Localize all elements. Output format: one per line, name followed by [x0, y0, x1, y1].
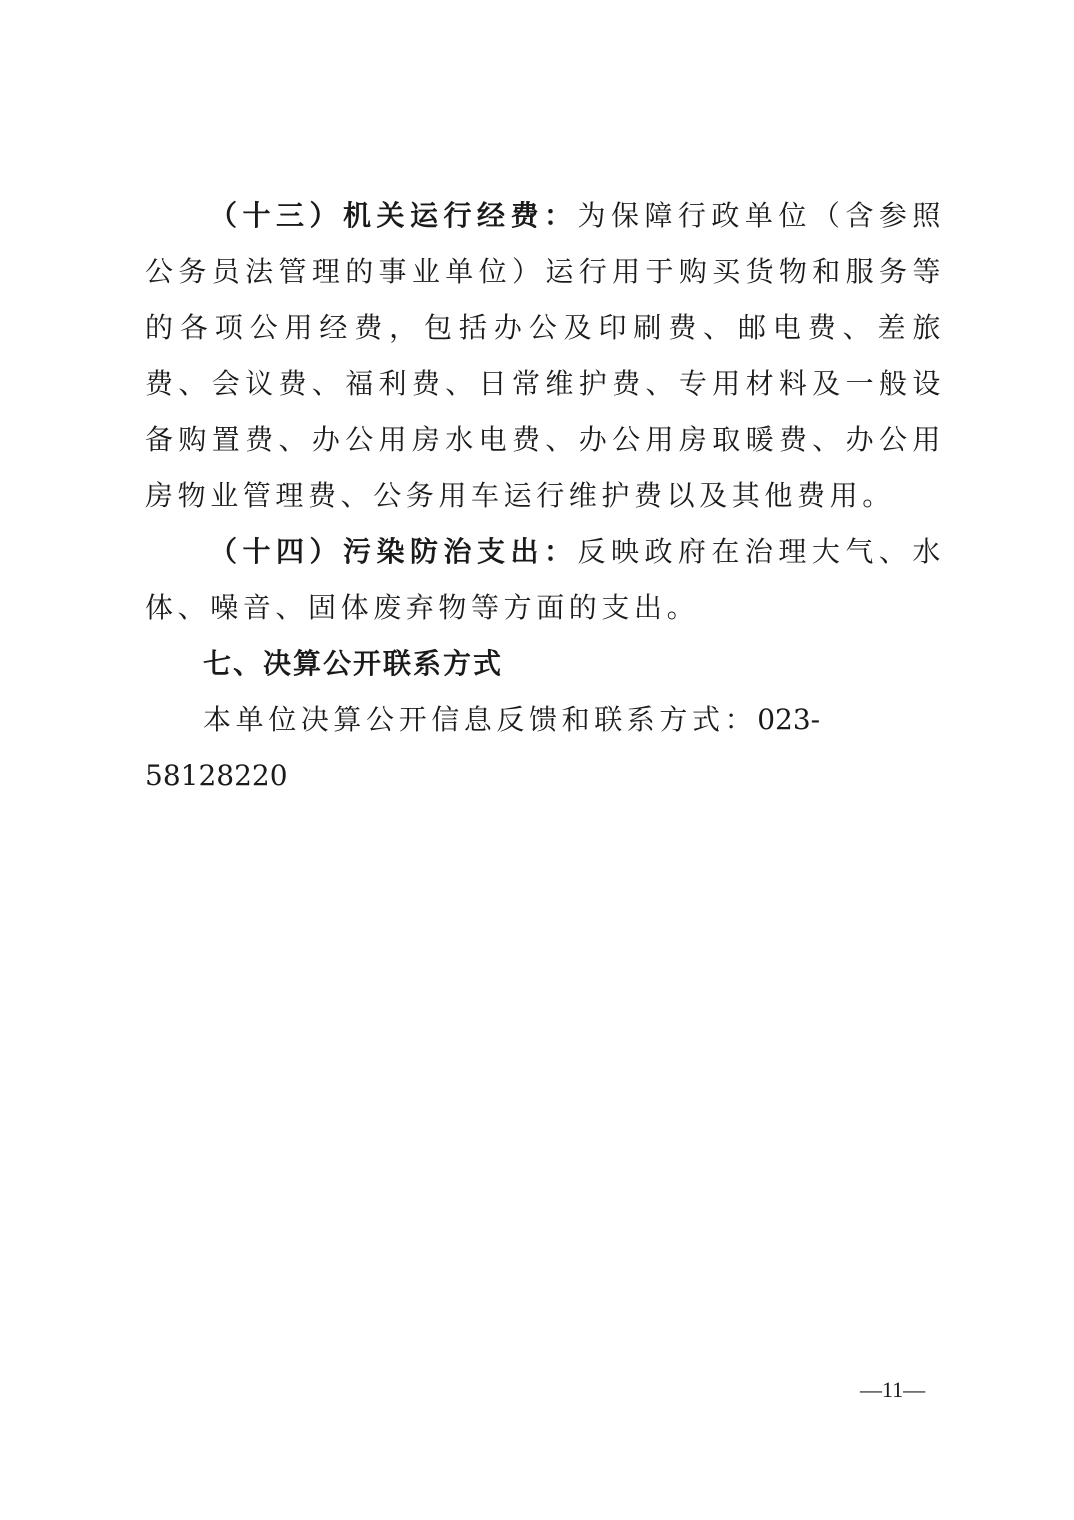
paragraph-item-13 — [145, 188, 945, 524]
section-7-title: 七、决算公开联系方式 — [203, 647, 504, 680]
contact-label: 本单位决算公开信息反馈和联系方式： — [203, 703, 758, 736]
document-body — [145, 188, 945, 804]
contact-line — [145, 692, 945, 804]
item-13-text: 为保障行政单位（含参照公务员法管理的事业单位）运行用于购买货物和服务等的各项公用经费，包括办公及印刷费、邮电费、差旅费、会议费、福利费、日常维护费、专用材料及一般设备购置费、办公用房水电费、办公用房取暖费、办公用房物业管理费、公务用车运行维护费以及其他费用。 — [145, 199, 945, 512]
item-13-term: （十三）机关运行经费： — [209, 199, 578, 232]
item-14-text: 反映政府在治理大气、水体、噪音、固体废弃物等方面的支出。 — [145, 535, 945, 624]
page-number: —11— — [860, 1377, 926, 1402]
paragraph-item-14 — [145, 524, 945, 636]
contact-phone: 023-58128220 — [145, 703, 821, 792]
item-14-term: （十四）污染防治支出： — [209, 535, 578, 568]
